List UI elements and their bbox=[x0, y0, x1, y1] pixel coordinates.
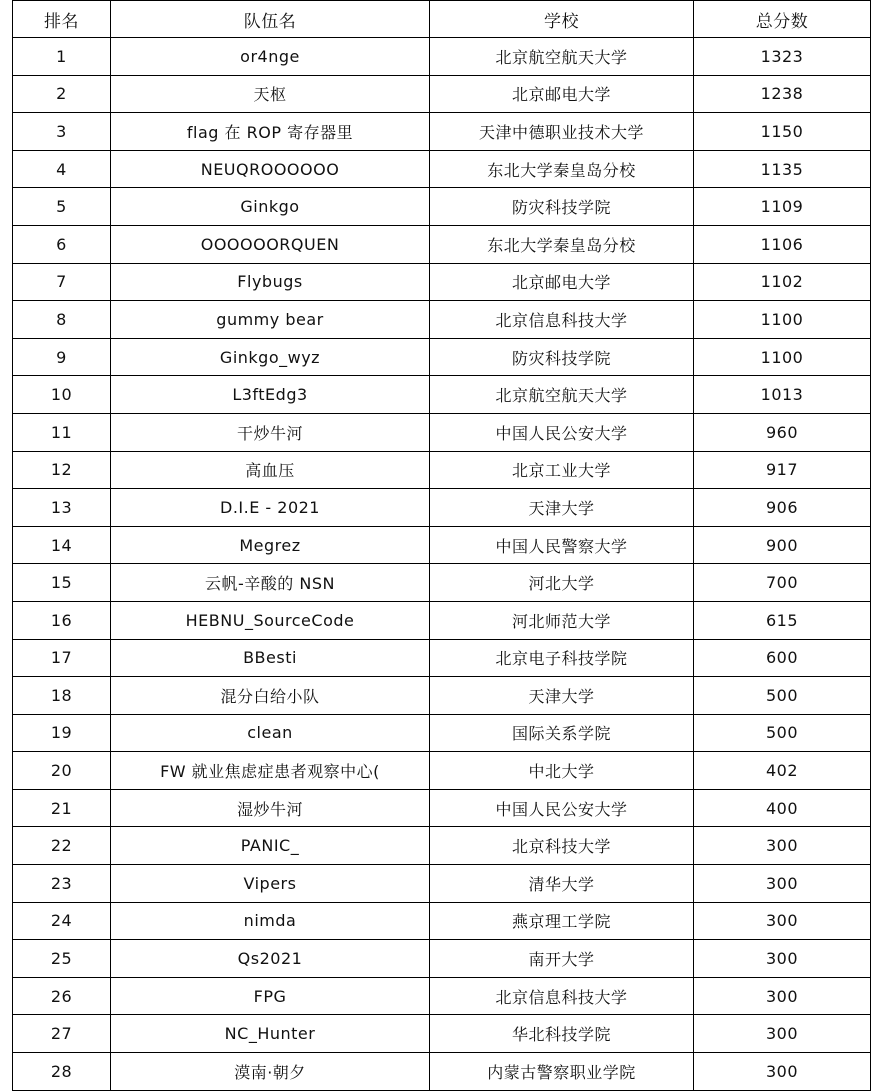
table-row bbox=[13, 301, 871, 339]
cell-school: 南开大学 bbox=[430, 940, 694, 978]
cell-team: Megrez bbox=[111, 526, 430, 564]
table-row bbox=[13, 150, 871, 188]
cell-team: 云帆-辛酸的 NSN bbox=[111, 564, 430, 602]
cell-rank: 21 bbox=[13, 789, 111, 827]
table-row bbox=[13, 677, 871, 715]
cell-team: Qs2021 bbox=[111, 940, 430, 978]
cell-score: 700 bbox=[694, 564, 871, 602]
cell-rank: 20 bbox=[13, 752, 111, 790]
cell-score: 615 bbox=[694, 601, 871, 639]
cell-school: 清华大学 bbox=[430, 865, 694, 903]
cell-rank: 1 bbox=[13, 38, 111, 76]
table-row bbox=[13, 38, 871, 76]
cell-rank: 6 bbox=[13, 225, 111, 263]
table-row bbox=[13, 376, 871, 414]
cell-team: 湿炒牛河 bbox=[111, 789, 430, 827]
cell-rank: 3 bbox=[13, 113, 111, 151]
cell-team: NC_Hunter bbox=[111, 1015, 430, 1053]
cell-score: 300 bbox=[694, 902, 871, 940]
cell-rank: 25 bbox=[13, 940, 111, 978]
cell-rank: 13 bbox=[13, 489, 111, 527]
header-team: 队伍名 bbox=[111, 1, 430, 38]
cell-team: BBesti bbox=[111, 639, 430, 677]
cell-score: 1100 bbox=[694, 301, 871, 339]
cell-score: 1135 bbox=[694, 150, 871, 188]
cell-score: 300 bbox=[694, 1053, 871, 1091]
cell-rank: 17 bbox=[13, 639, 111, 677]
cell-school: 河北师范大学 bbox=[430, 601, 694, 639]
cell-school: 北京科技大学 bbox=[430, 827, 694, 865]
table-row bbox=[13, 902, 871, 940]
cell-rank: 22 bbox=[13, 827, 111, 865]
cell-score: 500 bbox=[694, 714, 871, 752]
table-row bbox=[13, 413, 871, 451]
cell-rank: 5 bbox=[13, 188, 111, 226]
cell-school: 东北大学秦皇岛分校 bbox=[430, 225, 694, 263]
cell-rank: 8 bbox=[13, 301, 111, 339]
table-row bbox=[13, 263, 871, 301]
cell-school: 防灾科技学院 bbox=[430, 188, 694, 226]
cell-score: 300 bbox=[694, 827, 871, 865]
cell-school: 北京信息科技大学 bbox=[430, 977, 694, 1015]
table-row bbox=[13, 338, 871, 376]
header-rank: 排名 bbox=[13, 1, 111, 38]
cell-team: Vipers bbox=[111, 865, 430, 903]
cell-team: 混分白给小队 bbox=[111, 677, 430, 715]
cell-score: 917 bbox=[694, 451, 871, 489]
cell-school: 天津大学 bbox=[430, 489, 694, 527]
cell-score: 1102 bbox=[694, 263, 871, 301]
table-row bbox=[13, 639, 871, 677]
cell-school: 北京邮电大学 bbox=[430, 75, 694, 113]
cell-score: 1106 bbox=[694, 225, 871, 263]
cell-team: Ginkgo_wyz bbox=[111, 338, 430, 376]
table-header bbox=[13, 1, 871, 38]
cell-school: 北京航空航天大学 bbox=[430, 376, 694, 414]
cell-school: 北京信息科技大学 bbox=[430, 301, 694, 339]
cell-rank: 27 bbox=[13, 1015, 111, 1053]
cell-school: 中国人民公安大学 bbox=[430, 789, 694, 827]
table-row bbox=[13, 451, 871, 489]
header-school: 学校 bbox=[430, 1, 694, 38]
table-row bbox=[13, 489, 871, 527]
cell-rank: 24 bbox=[13, 902, 111, 940]
cell-rank: 28 bbox=[13, 1053, 111, 1091]
cell-score: 400 bbox=[694, 789, 871, 827]
table-row bbox=[13, 113, 871, 151]
cell-school: 燕京理工学院 bbox=[430, 902, 694, 940]
cell-team: FPG bbox=[111, 977, 430, 1015]
cell-school: 国际关系学院 bbox=[430, 714, 694, 752]
header-row bbox=[13, 1, 871, 38]
cell-school: 内蒙古警察职业学院 bbox=[430, 1053, 694, 1091]
table-row bbox=[13, 188, 871, 226]
cell-score: 402 bbox=[694, 752, 871, 790]
cell-team: 天枢 bbox=[111, 75, 430, 113]
cell-school: 中北大学 bbox=[430, 752, 694, 790]
cell-school: 防灾科技学院 bbox=[430, 338, 694, 376]
cell-school: 北京邮电大学 bbox=[430, 263, 694, 301]
table-row bbox=[13, 940, 871, 978]
cell-school: 北京工业大学 bbox=[430, 451, 694, 489]
cell-score: 1013 bbox=[694, 376, 871, 414]
table-row bbox=[13, 564, 871, 602]
table-row bbox=[13, 1015, 871, 1053]
cell-rank: 16 bbox=[13, 601, 111, 639]
cell-team: Ginkgo bbox=[111, 188, 430, 226]
cell-score: 1150 bbox=[694, 113, 871, 151]
ranking-table bbox=[12, 0, 871, 1091]
cell-school: 河北大学 bbox=[430, 564, 694, 602]
cell-rank: 14 bbox=[13, 526, 111, 564]
cell-team: 漠南·朝夕 bbox=[111, 1053, 430, 1091]
cell-rank: 18 bbox=[13, 677, 111, 715]
table-row bbox=[13, 752, 871, 790]
table-row bbox=[13, 977, 871, 1015]
cell-rank: 26 bbox=[13, 977, 111, 1015]
table-row bbox=[13, 526, 871, 564]
cell-score: 960 bbox=[694, 413, 871, 451]
cell-team: flag 在 ROP 寄存器里 bbox=[111, 113, 430, 151]
table-row bbox=[13, 1053, 871, 1091]
cell-score: 906 bbox=[694, 489, 871, 527]
cell-team: 干炒牛河 bbox=[111, 413, 430, 451]
table-row bbox=[13, 225, 871, 263]
table-row bbox=[13, 601, 871, 639]
cell-rank: 2 bbox=[13, 75, 111, 113]
cell-score: 300 bbox=[694, 1015, 871, 1053]
cell-team: nimda bbox=[111, 902, 430, 940]
table-row bbox=[13, 865, 871, 903]
cell-team: OOOOOORQUEN bbox=[111, 225, 430, 263]
cell-team: or4nge bbox=[111, 38, 430, 76]
cell-school: 天津中德职业技术大学 bbox=[430, 113, 694, 151]
cell-rank: 11 bbox=[13, 413, 111, 451]
cell-rank: 19 bbox=[13, 714, 111, 752]
cell-rank: 15 bbox=[13, 564, 111, 602]
header-score: 总分数 bbox=[694, 1, 871, 38]
cell-score: 1323 bbox=[694, 38, 871, 76]
cell-school: 中国人民警察大学 bbox=[430, 526, 694, 564]
cell-rank: 12 bbox=[13, 451, 111, 489]
cell-team: D.I.E - 2021 bbox=[111, 489, 430, 527]
cell-score: 600 bbox=[694, 639, 871, 677]
cell-rank: 7 bbox=[13, 263, 111, 301]
cell-school: 中国人民公安大学 bbox=[430, 413, 694, 451]
cell-team: NEUQROOOOOO bbox=[111, 150, 430, 188]
cell-school: 北京航空航天大学 bbox=[430, 38, 694, 76]
table-row bbox=[13, 714, 871, 752]
cell-team: Flybugs bbox=[111, 263, 430, 301]
cell-rank: 4 bbox=[13, 150, 111, 188]
table-body bbox=[13, 38, 871, 1091]
cell-school: 华北科技学院 bbox=[430, 1015, 694, 1053]
cell-score: 500 bbox=[694, 677, 871, 715]
cell-school: 北京电子科技学院 bbox=[430, 639, 694, 677]
cell-school: 东北大学秦皇岛分校 bbox=[430, 150, 694, 188]
table-row bbox=[13, 789, 871, 827]
cell-team: FW 就业焦虑症患者观察中心( bbox=[111, 752, 430, 790]
cell-team: gummy bear bbox=[111, 301, 430, 339]
cell-team: clean bbox=[111, 714, 430, 752]
cell-rank: 23 bbox=[13, 865, 111, 903]
cell-score: 900 bbox=[694, 526, 871, 564]
cell-score: 300 bbox=[694, 940, 871, 978]
table-row bbox=[13, 75, 871, 113]
cell-score: 1238 bbox=[694, 75, 871, 113]
cell-team: PANIC_ bbox=[111, 827, 430, 865]
cell-rank: 9 bbox=[13, 338, 111, 376]
cell-score: 1100 bbox=[694, 338, 871, 376]
cell-score: 300 bbox=[694, 977, 871, 1015]
cell-team: 高血压 bbox=[111, 451, 430, 489]
cell-score: 300 bbox=[694, 865, 871, 903]
cell-rank: 10 bbox=[13, 376, 111, 414]
cell-team: HEBNU_SourceCode bbox=[111, 601, 430, 639]
table-row bbox=[13, 827, 871, 865]
cell-score: 1109 bbox=[694, 188, 871, 226]
cell-school: 天津大学 bbox=[430, 677, 694, 715]
cell-team: L3ftEdg3 bbox=[111, 376, 430, 414]
